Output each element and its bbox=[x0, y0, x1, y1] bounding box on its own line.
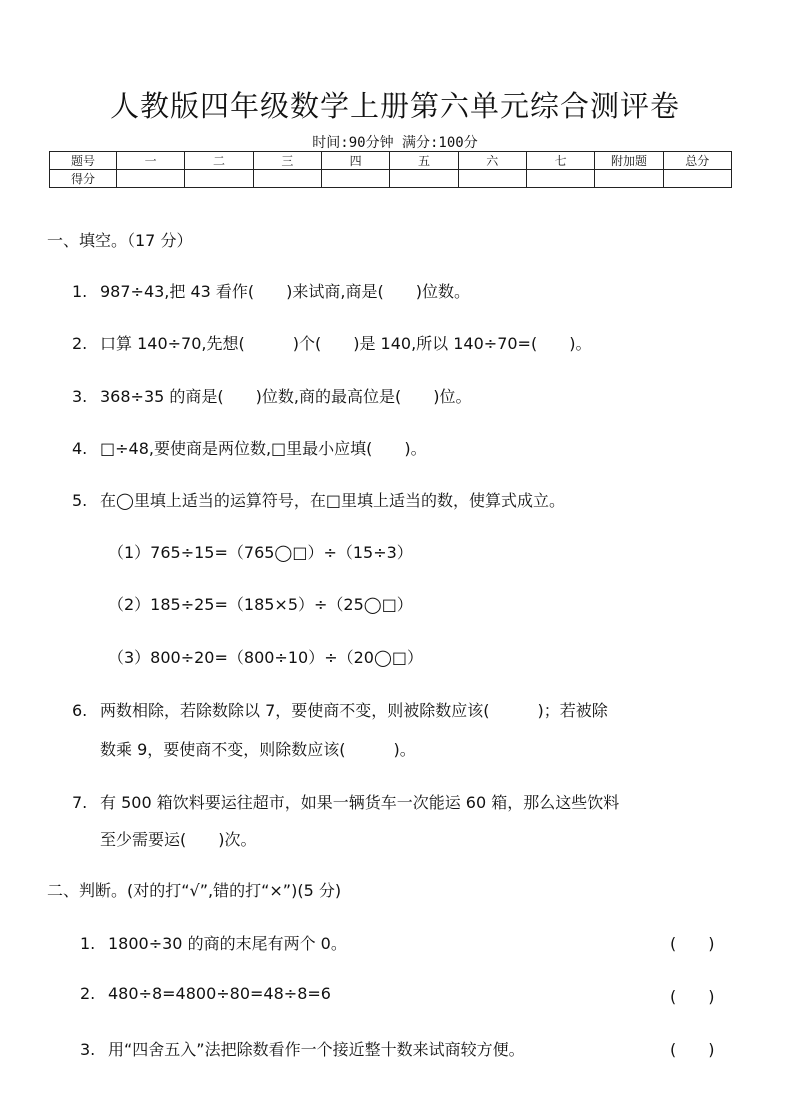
sub-item: （3）800÷20=（800÷10）÷（20◯□） bbox=[108, 648, 423, 667]
question-number: 2. bbox=[72, 334, 88, 353]
question bbox=[80, 984, 331, 1003]
question bbox=[72, 698, 608, 721]
answer-blank[interactable]: ( ) bbox=[670, 1040, 715, 1059]
question-text: 用“四舍五入”法把除数看作一个接近整十数来试商较方便。 bbox=[108, 1040, 525, 1059]
question-text: 1800÷30 的商的末尾有两个 0。 bbox=[108, 934, 347, 953]
question-number: 1. bbox=[80, 934, 96, 953]
section-heading: 一、填空。（17 分） bbox=[47, 231, 193, 250]
question bbox=[80, 931, 347, 954]
answer-blank[interactable]: ( ) bbox=[670, 934, 715, 953]
question-number: 7. bbox=[72, 793, 88, 812]
page-title: 人教版四年级数学上册第六单元综合测评卷 bbox=[109, 89, 680, 123]
score-cell bbox=[663, 170, 731, 188]
question bbox=[72, 488, 565, 511]
question-text-continued: 数乘 9，要使商不变，则除数应该( )。 bbox=[100, 740, 416, 759]
question-text-continued: 至少需要运( )次。 bbox=[100, 830, 257, 849]
table-cell: 三 bbox=[253, 152, 321, 170]
score-cell bbox=[117, 170, 185, 188]
question-number: 6. bbox=[72, 701, 88, 720]
question bbox=[80, 1037, 525, 1060]
score-table-header-row bbox=[50, 152, 732, 170]
answer-blank[interactable]: ( ) bbox=[670, 987, 715, 1006]
table-cell: 二 bbox=[185, 152, 253, 170]
question-text: 368÷35 的商是( )位数,商的最高位是( )位。 bbox=[100, 387, 472, 406]
score-cell bbox=[253, 170, 321, 188]
table-cell: 七 bbox=[526, 152, 594, 170]
sub-item: （1）765÷15=（765◯□）÷（15÷3） bbox=[108, 543, 413, 562]
question-text: 口算 140÷70,先想( )个( )是 140,所以 140÷70=( )。 bbox=[100, 334, 592, 353]
score-cell bbox=[526, 170, 594, 188]
score-cell bbox=[321, 170, 389, 188]
table-cell: 五 bbox=[390, 152, 458, 170]
question-number: 1. bbox=[72, 282, 88, 301]
question bbox=[72, 436, 427, 459]
table-cell: 四 bbox=[321, 152, 389, 170]
sub-item: （2）185÷25=（185×5）÷（25◯□） bbox=[108, 595, 413, 614]
question bbox=[72, 331, 591, 354]
section-heading: 二、判断。(对的打“√”,错的打“×”)(5 分) bbox=[47, 881, 342, 900]
table-cell: 题号 bbox=[50, 152, 117, 170]
question-text: 在◯里填上适当的运算符号，在□里填上适当的数，使算式成立。 bbox=[100, 491, 566, 510]
question bbox=[72, 790, 619, 813]
question-text: 有 500 箱饮料要运往超市，如果一辆货车一次能运 60 箱，那么这些饮料 bbox=[100, 793, 620, 812]
question-text: 两数相除，若除数除以 7，要使商不变，则被除数应该( )；若被除 bbox=[100, 701, 608, 720]
score-table-score-row bbox=[50, 170, 732, 188]
question-number: 3. bbox=[72, 387, 88, 406]
score-cell bbox=[185, 170, 253, 188]
table-cell: 总分 bbox=[663, 152, 731, 170]
score-cell bbox=[390, 170, 458, 188]
question-number: 2. bbox=[80, 984, 96, 1003]
question-number: 3. bbox=[80, 1040, 96, 1059]
table-cell: 得分 bbox=[50, 170, 117, 188]
table-cell: 附加题 bbox=[595, 152, 663, 170]
score-cell bbox=[458, 170, 526, 188]
question bbox=[72, 384, 471, 407]
score-cell bbox=[595, 170, 663, 188]
question bbox=[72, 279, 470, 302]
table-cell: 六 bbox=[458, 152, 526, 170]
exam-info: 时间:90分钟 满分:100分 bbox=[312, 135, 478, 151]
question-text: 987÷43,把 43 看作( )来试商,商是( )位数。 bbox=[100, 282, 470, 301]
question-number: 5. bbox=[72, 491, 88, 510]
table-cell: 一 bbox=[117, 152, 185, 170]
score-table bbox=[49, 151, 732, 188]
question-number: 4. bbox=[72, 439, 88, 458]
question-text: 480÷8=4800÷80=48÷8=6 bbox=[108, 984, 331, 1003]
question-text: □÷48,要使商是两位数,□里最小应填( )。 bbox=[100, 439, 427, 458]
